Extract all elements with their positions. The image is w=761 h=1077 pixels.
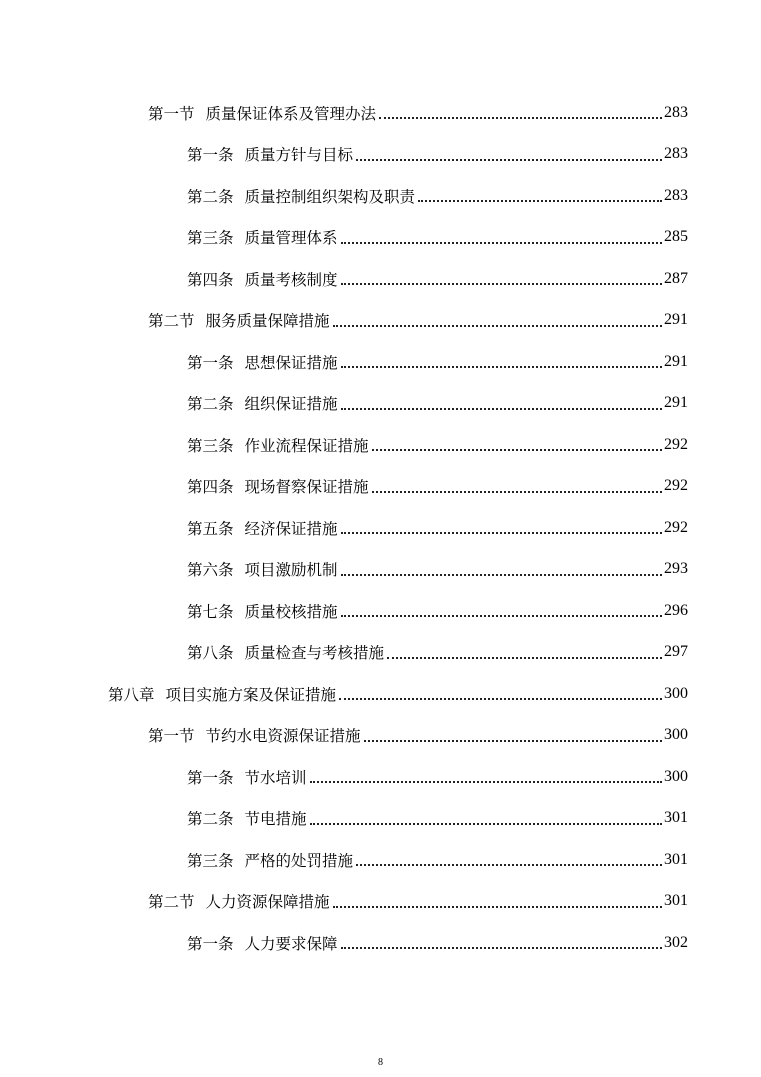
toc-entry-section[interactable] (0, 715, 761, 757)
toc-dot-leader (341, 573, 662, 576)
toc-entry-article[interactable] (0, 549, 761, 591)
toc-entry-page-number: 301 (664, 892, 688, 910)
toc-dot-leader (339, 697, 662, 700)
toc-entry-page-number: 300 (664, 726, 688, 744)
toc-entry-page-number: 301 (664, 809, 688, 827)
toc-entry-title: 项目激励机制 (244, 561, 338, 580)
toc-entry-prefix: 第二条 (187, 810, 234, 829)
toc-entry-article[interactable] (0, 217, 761, 259)
toc-entry-prefix: 第三条 (187, 851, 234, 870)
toc-dot-leader (341, 282, 662, 285)
toc-entry-title: 质量控制组织架构及职责 (244, 187, 416, 206)
toc-entry-prefix: 第一节 (148, 104, 195, 123)
toc-entry-article[interactable] (0, 383, 761, 425)
toc-entry-title: 质量保证体系及管理办法 (205, 104, 377, 123)
toc-entry-page-number: 291 (664, 352, 688, 370)
toc-entry-page-number: 292 (664, 435, 688, 453)
toc-entry-prefix: 第一条 (187, 934, 234, 953)
toc-dot-leader (341, 614, 662, 617)
toc-dot-leader (333, 905, 662, 908)
toc-entry-prefix: 第六条 (187, 561, 234, 580)
toc-dot-leader (333, 324, 662, 327)
toc-dot-leader (372, 448, 662, 451)
toc-entry-title: 思想保证措施 (244, 353, 338, 372)
toc-entry-title: 节水培训 (244, 768, 307, 787)
toc-entry-title: 人力要求保障 (244, 934, 338, 953)
toc-dot-leader (372, 490, 662, 493)
toc-entry-article[interactable] (0, 922, 761, 964)
toc-dot-leader (356, 158, 662, 161)
toc-entry-title: 质量校核措施 (244, 602, 338, 621)
toc-entry-article[interactable] (0, 632, 761, 674)
toc-entry-prefix: 第一条 (187, 353, 234, 372)
toc-entry-prefix: 第七条 (187, 602, 234, 621)
toc-entry-page-number: 292 (664, 477, 688, 495)
toc-entry-page-number: 297 (664, 643, 688, 661)
toc-entry-page-number: 283 (664, 103, 688, 121)
toc-dot-leader (387, 656, 662, 659)
toc-entry-title: 质量方针与目标 (244, 146, 354, 165)
toc-entry-article[interactable] (0, 175, 761, 217)
toc-entry-chapter[interactable] (0, 673, 761, 715)
toc-entry-section[interactable] (0, 881, 761, 923)
toc-entry-page-number: 302 (664, 933, 688, 951)
toc-entry-prefix: 第三条 (187, 229, 234, 248)
toc-entry-article[interactable] (0, 839, 761, 881)
toc-entry-prefix: 第二节 (148, 312, 195, 331)
toc-entry-page-number: 285 (664, 228, 688, 246)
toc-entry-title: 节电措施 (244, 810, 307, 829)
toc-entry-prefix: 第四条 (187, 270, 234, 289)
toc-dot-leader (341, 241, 662, 244)
toc-entry-article[interactable] (0, 590, 761, 632)
toc-entry-prefix: 第一条 (187, 768, 234, 787)
toc-entry-title: 质量检查与考核措施 (244, 644, 385, 663)
toc-entry-prefix: 第五条 (187, 519, 234, 538)
toc-entry-article[interactable] (0, 507, 761, 549)
toc-entry-prefix: 第八章 (108, 685, 155, 704)
toc-entry-page-number: 291 (664, 394, 688, 412)
toc-dot-leader (341, 946, 662, 949)
toc-dot-leader (341, 531, 662, 534)
toc-entry-title: 人力资源保障措施 (205, 893, 330, 912)
toc-entry-page-number: 301 (664, 850, 688, 868)
toc-entry-article[interactable] (0, 466, 761, 508)
toc-entry-article[interactable] (0, 341, 761, 383)
toc-entry-page-number: 287 (664, 269, 688, 287)
toc-entry-page-number: 291 (664, 311, 688, 329)
toc-entry-page-number: 293 (664, 560, 688, 578)
toc-dot-leader (379, 116, 662, 119)
toc-entry-title: 节约水电资源保证措施 (205, 727, 361, 746)
toc-entry-title: 组织保证措施 (244, 395, 338, 414)
toc-entry-title: 严格的处罚措施 (244, 851, 354, 870)
toc-entry-prefix: 第二条 (187, 187, 234, 206)
toc-dot-leader (310, 780, 662, 783)
toc-entry-title: 质量管理体系 (244, 229, 338, 248)
toc-entry-article[interactable] (0, 424, 761, 466)
toc-dot-leader (356, 863, 662, 866)
table-of-contents (0, 92, 761, 964)
toc-entry-title: 服务质量保障措施 (205, 312, 330, 331)
toc-entry-page-number: 300 (664, 767, 688, 785)
toc-entry-section[interactable] (0, 300, 761, 342)
toc-dot-leader (418, 199, 662, 202)
toc-entry-prefix: 第一节 (148, 727, 195, 746)
toc-entry-title: 项目实施方案及保证措施 (165, 685, 337, 704)
toc-entry-page-number: 283 (664, 145, 688, 163)
toc-entry-article[interactable] (0, 134, 761, 176)
toc-entry-title: 作业流程保证措施 (244, 436, 369, 455)
toc-entry-article[interactable] (0, 756, 761, 798)
toc-entry-prefix: 第三条 (187, 436, 234, 455)
page-number: 8 (378, 1057, 383, 1068)
toc-entry-prefix: 第四条 (187, 478, 234, 497)
toc-entry-title: 现场督察保证措施 (244, 478, 369, 497)
toc-entry-title: 质量考核制度 (244, 270, 338, 289)
toc-dot-leader (341, 407, 662, 410)
toc-dot-leader (341, 365, 662, 368)
toc-entry-article[interactable] (0, 798, 761, 840)
toc-entry-page-number: 292 (664, 518, 688, 536)
toc-entry-section[interactable] (0, 92, 761, 134)
toc-entry-article[interactable] (0, 258, 761, 300)
toc-entry-prefix: 第二节 (148, 893, 195, 912)
toc-entry-prefix: 第二条 (187, 395, 234, 414)
toc-entry-prefix: 第一条 (187, 146, 234, 165)
toc-entry-prefix: 第八条 (187, 644, 234, 663)
toc-entry-page-number: 300 (664, 684, 688, 702)
toc-entry-page-number: 283 (664, 186, 688, 204)
toc-dot-leader (310, 822, 662, 825)
toc-dot-leader (364, 739, 662, 742)
toc-entry-page-number: 296 (664, 601, 688, 619)
toc-entry-title: 经济保证措施 (244, 519, 338, 538)
